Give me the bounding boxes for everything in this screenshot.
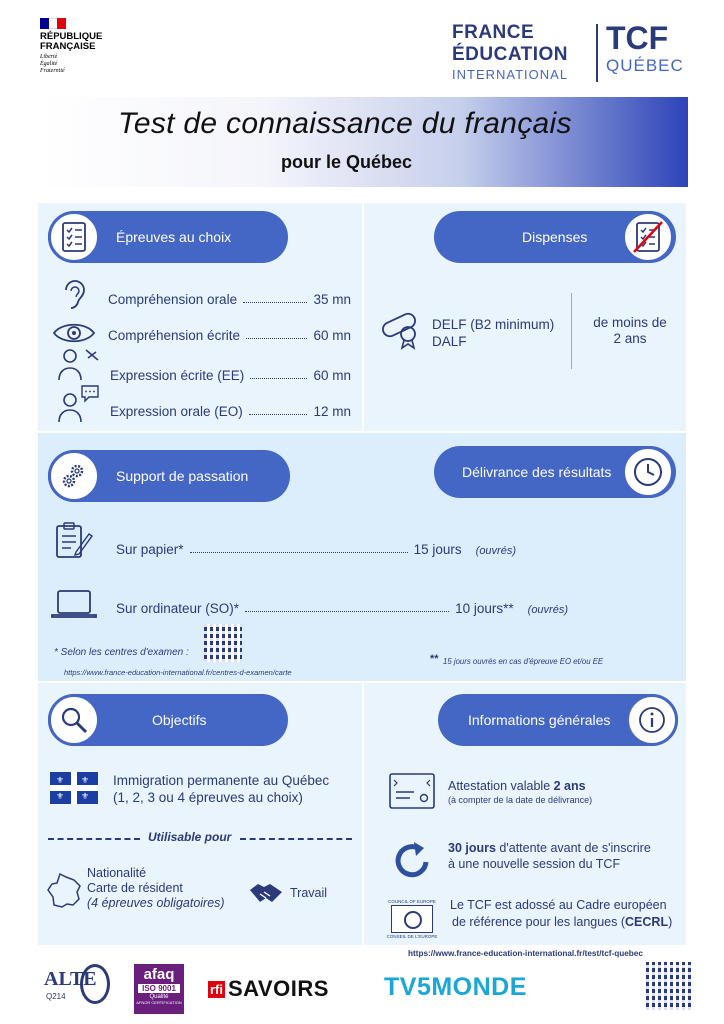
- council-of-europe-logo: [386, 899, 438, 943]
- rf-motto2: Égalité: [40, 61, 58, 67]
- support-row-papier: [116, 542, 516, 557]
- computer-days: 10 jours**: [455, 601, 514, 616]
- paper-note: (ouvrés): [475, 545, 516, 557]
- infos-heading: Informations générales: [468, 712, 611, 728]
- nat-line1: Nationalité: [87, 866, 147, 880]
- attente-bold: 30 jours: [448, 841, 496, 855]
- diploma-line2: DALF: [432, 334, 467, 349]
- attente-line2: à une nouvelle session du TCF: [448, 857, 621, 871]
- delivrance-heading: Délivrance des résultats: [462, 464, 612, 480]
- tv5monde-logo: TV5MONDE: [384, 973, 527, 1001]
- support-note: * Selon les centres d'examen :: [54, 647, 189, 658]
- diploma-icon: [380, 310, 424, 350]
- rf-line2: FRANÇAISE: [40, 41, 96, 52]
- speaker-icon: [56, 384, 102, 424]
- quebec-wordmark: QUÉBEC: [606, 56, 684, 75]
- gears-icon: [48, 450, 100, 502]
- delay-line2: 2 ans: [613, 331, 647, 346]
- paper-days: 15 jours: [413, 542, 462, 557]
- epreuve-row-ee: [110, 368, 351, 383]
- handshake-icon: [248, 880, 284, 908]
- immigration-line2: (1, 2, 3 ou 4 épreuves au choix): [113, 790, 303, 805]
- delay-line1: de moins de: [593, 315, 667, 330]
- france-map-icon: [46, 872, 84, 910]
- qr-overlay: [204, 624, 242, 662]
- coe-top: COUNCIL OF EUROPE: [388, 899, 436, 904]
- support-row-ordinateur: [116, 601, 568, 616]
- marianne-flag-icon: [40, 18, 66, 29]
- epreuve-duration: 60 mn: [313, 368, 351, 383]
- page-title: Test de connaissance du français: [118, 107, 572, 140]
- dispenses-heading: Dispenses: [522, 229, 588, 245]
- no-checklist-icon: [622, 211, 674, 263]
- epreuve-duration: 35 mn: [313, 292, 351, 307]
- attente-rest: d'attente avant de s'inscrire: [495, 841, 651, 855]
- attestation-bold: 2 ans: [553, 779, 586, 793]
- afaq-iso: ISO 9001: [138, 984, 180, 993]
- rfi-wordmark: rfi: [210, 981, 223, 997]
- qr-tcf-overlay: [646, 962, 694, 1010]
- epreuve-row-ce: [108, 328, 351, 343]
- writer-icon: [56, 346, 102, 382]
- epreuve-row-eo: [110, 404, 351, 419]
- rf-motto3: Fraternité: [40, 68, 65, 74]
- epreuve-duration: 12 mn: [313, 404, 351, 419]
- cecrl-suffix: ): [668, 915, 673, 929]
- fei-line2: ÉDUCATION: [452, 44, 569, 65]
- magnifier-icon: [48, 694, 100, 746]
- rf-motto1: Liberté: [40, 54, 58, 60]
- paper-label: Sur papier*: [116, 542, 184, 557]
- delivrance-footnote: 15 jours ouvrés en cas d'épreuve EO et/ou EE: [443, 657, 604, 666]
- nat-line2: Carte de résident: [87, 881, 183, 895]
- clipboard-pen-icon: [54, 522, 94, 560]
- epreuve-row-co: [108, 292, 351, 307]
- computer-note: (ouvrés): [527, 604, 568, 616]
- rfi-savoirs-logo: [208, 976, 329, 1002]
- attestation-sub: (à compter de la date de délivrance): [448, 795, 593, 805]
- clock-icon: [622, 446, 674, 498]
- cecrl-line2: [452, 915, 672, 929]
- epreuve-label: Expression orale (EO): [110, 404, 243, 419]
- footnote-mark: **: [430, 653, 439, 665]
- attestation-line: [448, 779, 586, 793]
- cecrl-bold: CECRL: [625, 915, 669, 929]
- afaq-qualite: Qualité: [149, 994, 169, 1000]
- utilisable-dash-right: [240, 838, 352, 840]
- title-banner: [38, 97, 688, 187]
- computer-label: Sur ordinateur (SO)*: [116, 601, 240, 616]
- nat-line3: (4 épreuves obligatoires): [87, 896, 225, 910]
- afaq-logo: [134, 964, 184, 1014]
- page-subtitle: pour le Québec: [281, 152, 413, 172]
- alte-wordmark: ALTE: [44, 968, 97, 990]
- utilisable-dash-left: [48, 838, 140, 840]
- republique-francaise-logo: [40, 18, 130, 78]
- coe-bottom: CONSEIL DE L'EUROPE: [386, 934, 438, 939]
- epreuve-label: Expression écrite (EE): [110, 368, 245, 383]
- tcf-wordmark: TCF: [606, 20, 669, 56]
- attente-line: [448, 841, 651, 855]
- fei-logo: [452, 22, 592, 83]
- tcf-quebec-url[interactable]: https://www.france-education-international.fr/test/tcf-quebec: [408, 949, 643, 958]
- quebec-flag-icon: ⚜ ⚜ ⚜ ⚜: [50, 772, 98, 804]
- alte-logo: [44, 962, 110, 1012]
- travail-label: Travail: [290, 886, 328, 900]
- objectifs-heading: Objectifs: [152, 712, 207, 728]
- certificate-icon: [388, 772, 436, 810]
- fei-line3: INTERNATIONAL: [452, 67, 569, 82]
- epreuve-label: Compréhension écrite: [108, 328, 241, 343]
- checklist-icon: [48, 211, 100, 263]
- info-icon: [626, 694, 678, 746]
- attestation-prefix: Attestation valable: [448, 779, 554, 793]
- utilisable-label: Utilisable pour: [148, 830, 232, 844]
- refresh-icon: [392, 840, 434, 880]
- dispenses-divider: [571, 293, 572, 369]
- epreuves-heading: Épreuves au choix: [116, 229, 232, 245]
- afaq-afnor: AFNOR CERTIFICATION: [136, 1000, 182, 1005]
- immigration-line1: Immigration permanente au Québec: [113, 773, 330, 788]
- centres-url[interactable]: https://www.france-education-international.fr/centres-d-examen/carte: [64, 668, 292, 677]
- eye-icon: [52, 320, 96, 346]
- support-heading: Support de passation: [116, 468, 249, 484]
- laptop-icon: [50, 588, 98, 620]
- tcf-quebec-logo: [606, 20, 696, 76]
- cecrl-line1: Le TCF est adossé au Cadre européen: [450, 898, 667, 912]
- epreuve-label: Compréhension orale: [108, 292, 238, 307]
- diploma-line1: DELF (B2 minimum): [432, 317, 555, 332]
- ear-icon: [60, 276, 88, 312]
- afaq-wordmark: afaq: [143, 966, 175, 983]
- alte-code: Q214: [46, 992, 66, 1001]
- rf-line1: RÉPUBLIQUE: [40, 31, 103, 42]
- logo-divider: [596, 24, 598, 82]
- cecrl-prefix: de référence pour les langues (: [452, 915, 626, 929]
- epreuve-duration: 60 mn: [313, 328, 351, 343]
- savoirs-wordmark: SAVOIRS: [228, 976, 329, 1001]
- fei-line1: FRANCE: [452, 22, 535, 43]
